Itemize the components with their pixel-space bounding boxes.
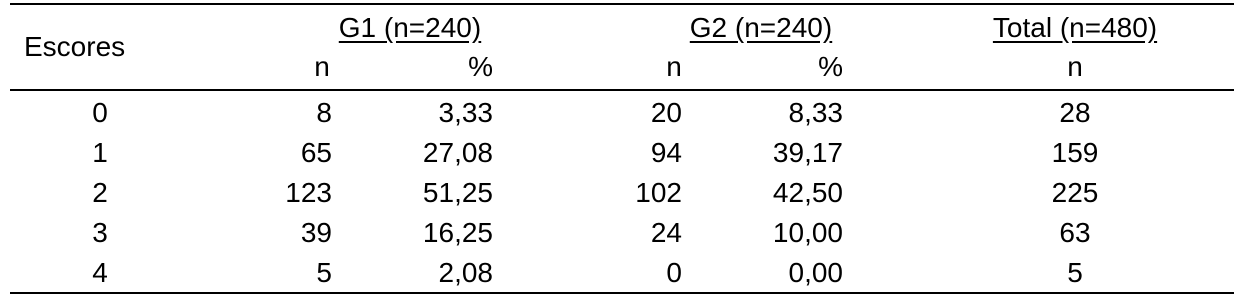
row-0-g2-n: 20 [650,97,682,128]
row-4-g2-pct: 0,00 [788,257,843,288]
table-top-rule [10,3,1234,5]
table-header-rule [10,89,1234,91]
header-g2: G2 (n=240) [689,12,833,43]
row-0-g1-n: 8 [316,97,332,128]
header-g1: G1 (n=240) [338,12,482,43]
row-4-g1-pct: 2,08 [438,257,493,288]
row-4-g2-n: 0 [666,257,682,288]
row-3-g2-n: 24 [650,217,682,248]
subheader-total-n: n [1067,51,1083,82]
row-1-g2-pct: 39,17 [772,137,843,168]
row-4-score: 4 [92,257,108,288]
header-escores: Escores [24,31,126,62]
table-bottom-rule [10,292,1234,294]
row-1-g2-n: 94 [650,137,682,168]
row-3-total-n: 63 [1059,217,1091,248]
row-0-g1-pct: 3,33 [438,97,493,128]
row-3-g1-n: 39 [300,217,332,248]
row-1-g1-pct: 27,08 [422,137,493,168]
subheader-g2-pct: % [818,51,843,82]
row-2-g1-pct: 51,25 [422,177,493,208]
row-2-g2-n: 102 [635,177,682,208]
row-1-total-n: 159 [1051,137,1099,168]
subheader-g1-pct: % [468,51,493,82]
row-4-total-n: 5 [1067,257,1083,288]
header-total: Total (n=480) [992,12,1158,43]
subheader-g1-n: n [314,51,330,82]
row-3-score: 3 [92,217,108,248]
row-1-score: 1 [92,137,108,168]
row-4-g1-n: 5 [316,257,332,288]
row-3-g2-pct: 10,00 [772,217,843,248]
row-1-g1-n: 65 [300,137,332,168]
row-0-g2-pct: 8,33 [788,97,843,128]
row-0-total-n: 28 [1059,97,1091,128]
row-2-g1-n: 123 [285,177,332,208]
subheader-g2-n: n [666,51,682,82]
row-2-g2-pct: 42,50 [772,177,843,208]
row-0-score: 0 [92,97,108,128]
row-2-total-n: 225 [1051,177,1099,208]
row-2-score: 2 [92,177,108,208]
row-3-g1-pct: 16,25 [422,217,493,248]
